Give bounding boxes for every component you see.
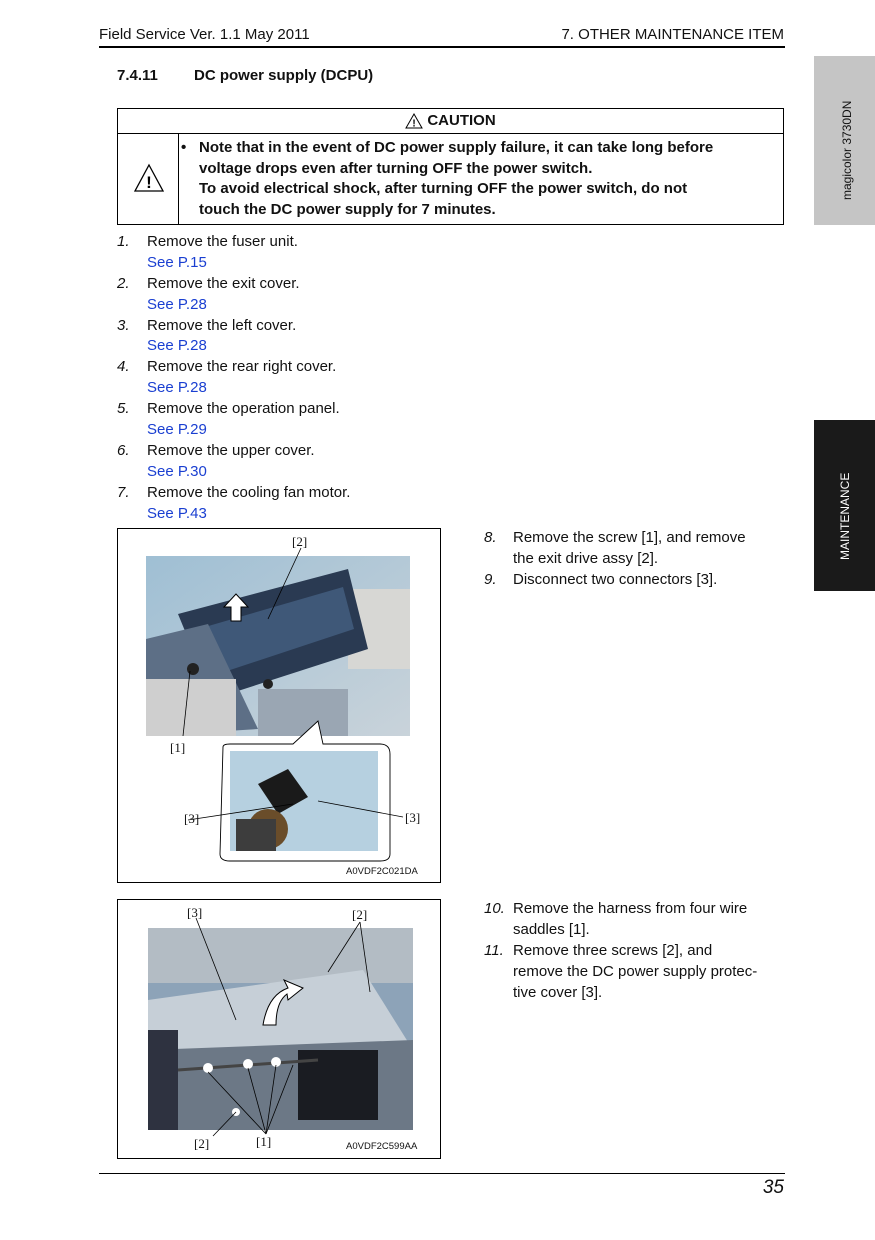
- figure-label: [1]: [170, 740, 186, 755]
- step-number: 3.: [117, 316, 130, 334]
- photo-dc-power-supply-cover: [118, 900, 440, 1158]
- figure-label: [3]: [405, 810, 421, 825]
- step-text: Remove the screw [1], and remove: [513, 529, 746, 546]
- header-rule: [99, 46, 785, 48]
- caution-box: [117, 108, 784, 225]
- figure-code: A0VDF2C599AA: [346, 1141, 418, 1152]
- step-number: 2.: [117, 274, 130, 292]
- caution-icon-cell: [118, 134, 179, 224]
- section-title: DC power supply (DCPU): [194, 67, 374, 84]
- step-text: Remove the operation panel.: [147, 400, 340, 418]
- step-text: Remove the upper cover.: [147, 441, 315, 459]
- step-text: saddles [1].: [513, 920, 590, 938]
- figure-exit-drive-assy: [117, 528, 441, 883]
- see-page-link[interactable]: See P.15: [147, 253, 207, 271]
- caution-line: Note that in the event of DC power supply failure, it can take long before: [199, 139, 714, 156]
- see-page-link[interactable]: See P.29: [147, 421, 207, 439]
- step-text: Remove the harness from four wire: [513, 900, 748, 917]
- warning-small-icon: [405, 113, 423, 129]
- section-number: 7.4.11: [117, 67, 158, 84]
- caution-line: touch the DC power supply for 7 minutes.: [199, 200, 496, 218]
- step-number: 6.: [117, 441, 130, 459]
- step-number: 7.: [117, 483, 130, 501]
- figure-code: A0VDF2C021DA: [346, 866, 418, 877]
- step-text: Remove the exit cover.: [147, 274, 300, 292]
- figure-label: [2]: [292, 534, 308, 549]
- step-number: 10.: [484, 900, 505, 917]
- step-number: 11.: [484, 941, 504, 959]
- model-name: magicolor 3730DN: [840, 100, 854, 200]
- caution-line: To avoid electrical shock, after turning OFF the power switch, do not: [199, 180, 688, 197]
- footer-rule: [99, 1173, 785, 1174]
- step-text: Remove the rear right cover.: [147, 358, 337, 376]
- step-number: 9.: [484, 570, 497, 588]
- figure-label: [2]: [352, 907, 368, 922]
- step-text: Remove the left cover.: [147, 316, 297, 334]
- step-text: the exit drive assy [2].: [513, 549, 659, 567]
- see-page-link[interactable]: See P.30: [147, 462, 207, 480]
- see-page-link[interactable]: See P.28: [147, 337, 207, 355]
- header-right: 7. OTHER MAINTENANCE ITEM: [561, 26, 784, 43]
- photo-exit-drive-assy: [118, 529, 440, 882]
- caution-bullet: •: [181, 139, 187, 156]
- step-text: remove the DC power supply protec-: [513, 962, 758, 980]
- warning-large-icon: [133, 163, 165, 193]
- step-number: 8.: [484, 529, 497, 546]
- caution-message: [181, 138, 777, 220]
- caution-header: [118, 109, 783, 134]
- see-page-link[interactable]: See P.43: [147, 504, 207, 522]
- side-tab-model: [814, 56, 875, 225]
- see-page-link[interactable]: See P.28: [147, 295, 207, 313]
- step-number: 5.: [117, 400, 130, 418]
- step-text: Remove the cooling fan motor.: [147, 483, 351, 501]
- caution-title: CAUTION: [427, 112, 496, 129]
- figure-dc-power-supply-cover: [117, 899, 441, 1159]
- header-left: Field Service Ver. 1.1 May 2011: [99, 26, 310, 43]
- svg-text:!: !: [146, 173, 152, 192]
- see-page-link[interactable]: See P.28: [147, 379, 207, 397]
- step-text: Disconnect two connectors [3].: [513, 570, 718, 588]
- step-text: Remove the fuser unit.: [147, 233, 298, 250]
- step-text: tive cover [3].: [513, 983, 603, 1001]
- figure-label: [3]: [184, 811, 200, 826]
- svg-text:!: !: [412, 118, 416, 130]
- step-number: 4.: [117, 358, 130, 376]
- step-text: Remove three screws [2], and: [513, 941, 713, 959]
- step-number: 1.: [117, 233, 130, 250]
- side-tab-chapter: [814, 420, 875, 591]
- caution-line: voltage drops even after turning OFF the power switch.: [199, 159, 593, 177]
- page-number: 35: [762, 1177, 784, 1198]
- figure-label: [1]: [256, 1134, 272, 1149]
- figure-label: [2]: [194, 1136, 210, 1151]
- figure-label: [3]: [187, 905, 203, 920]
- chapter-name: MAINTENANCE: [838, 472, 852, 560]
